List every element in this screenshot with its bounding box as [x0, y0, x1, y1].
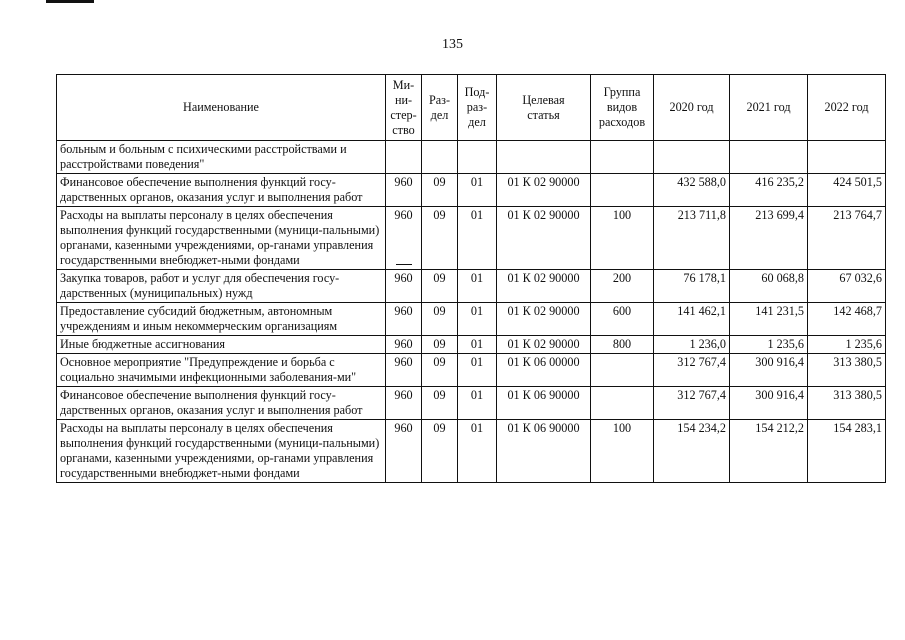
row-ministry-cell — [386, 207, 422, 270]
row-target: 01 К 02 90000 — [497, 336, 591, 354]
row-2020: 312 767,4 — [654, 354, 730, 387]
margin-dash — [396, 264, 412, 265]
row-name: больным и больным с психическими расстройствами и расстройствами поведения" — [57, 141, 386, 174]
row-name: Основное мероприятие "Предупреждение и борьба с социально значимыми инфекционными заболевания-ми" — [57, 354, 386, 387]
row-group — [591, 141, 654, 174]
row-group — [591, 387, 654, 420]
budget-table — [56, 74, 886, 483]
row-subsection: 01 — [458, 420, 497, 483]
row-2022: 213 764,7 — [808, 207, 886, 270]
row-target: 01 К 06 90000 — [497, 420, 591, 483]
row-target: 01 К 02 90000 — [497, 270, 591, 303]
row-2022: 424 501,5 — [808, 174, 886, 207]
row-ministry: 960 — [386, 420, 422, 483]
row-2021: 154 212,2 — [730, 420, 808, 483]
row-group: 200 — [591, 270, 654, 303]
row-ministry — [386, 141, 422, 174]
row-2021: 141 231,5 — [730, 303, 808, 336]
row-section: 09 — [422, 207, 458, 270]
row-subsection: 01 — [458, 387, 497, 420]
row-section — [422, 141, 458, 174]
row-2021: 1 235,6 — [730, 336, 808, 354]
table-row — [57, 270, 886, 303]
row-name: Иные бюджетные ассигнования — [57, 336, 386, 354]
row-2020: 1 236,0 — [654, 336, 730, 354]
row-section: 09 — [422, 174, 458, 207]
row-group — [591, 174, 654, 207]
row-group — [591, 354, 654, 387]
row-2022: 313 380,5 — [808, 354, 886, 387]
row-section: 09 — [422, 336, 458, 354]
row-target: 01 К 06 90000 — [497, 387, 591, 420]
row-subsection: 01 — [458, 354, 497, 387]
header-2021: 2021 год — [730, 75, 808, 141]
row-target: 01 К 02 90000 — [497, 303, 591, 336]
row-2022: 313 380,5 — [808, 387, 886, 420]
row-2022: 154 283,1 — [808, 420, 886, 483]
header-row — [57, 75, 886, 141]
row-subsection — [458, 141, 497, 174]
row-ministry: 960 — [386, 387, 422, 420]
row-section: 09 — [422, 420, 458, 483]
row-2020: 432 588,0 — [654, 174, 730, 207]
row-2021: 60 068,8 — [730, 270, 808, 303]
header-2020: 2020 год — [654, 75, 730, 141]
row-section: 09 — [422, 354, 458, 387]
header-section: Раз- дел — [422, 75, 458, 141]
row-name: Предоставление субсидий бюджетным, автономным учреждениям и иным некоммерческим организациям — [57, 303, 386, 336]
row-group: 600 — [591, 303, 654, 336]
header-target: Целевая статья — [497, 75, 591, 141]
page-number: 135 — [442, 37, 463, 52]
table-row — [57, 420, 886, 483]
header-2022: 2022 год — [808, 75, 886, 141]
row-name: Расходы на выплаты персоналу в целях обеспечения выполнения функций государственными (муници-пальными) органами, казенными учреждениями, ор-ганами управления государственными внебюджет-ными фондами — [57, 420, 386, 483]
table-row — [57, 387, 886, 420]
header-name: Наименование — [57, 75, 386, 141]
row-ministry: 960 — [386, 354, 422, 387]
row-group: 100 — [591, 207, 654, 270]
row-target: 01 К 02 90000 — [497, 207, 591, 270]
row-2021: 213 699,4 — [730, 207, 808, 270]
row-2021: 300 916,4 — [730, 354, 808, 387]
row-section: 09 — [422, 387, 458, 420]
row-ministry: 960 — [386, 336, 422, 354]
table-row — [57, 174, 886, 207]
row-subsection: 01 — [458, 303, 497, 336]
row-section: 09 — [422, 270, 458, 303]
corner-mark — [46, 0, 94, 3]
row-2020: 213 711,8 — [654, 207, 730, 270]
row-2021: 416 235,2 — [730, 174, 808, 207]
row-2022 — [808, 141, 886, 174]
row-section: 09 — [422, 303, 458, 336]
table-row — [57, 141, 886, 174]
row-2020 — [654, 141, 730, 174]
row-2021 — [730, 141, 808, 174]
row-target — [497, 141, 591, 174]
row-2020: 312 767,4 — [654, 387, 730, 420]
header-subsection: Под- раз- дел — [458, 75, 497, 141]
row-target: 01 К 02 90000 — [497, 174, 591, 207]
row-target: 01 К 06 00000 — [497, 354, 591, 387]
row-2020: 141 462,1 — [654, 303, 730, 336]
row-ministry: 960 — [386, 270, 422, 303]
row-group: 800 — [591, 336, 654, 354]
row-ministry: 960 — [386, 174, 422, 207]
row-name: Финансовое обеспечение выполнения функций госу-дарственных органов, оказания услуг и выполнения работ — [57, 387, 386, 420]
row-2020: 154 234,2 — [654, 420, 730, 483]
row-ministry: 960 — [386, 303, 422, 336]
row-subsection: 01 — [458, 207, 497, 270]
row-subsection: 01 — [458, 336, 497, 354]
table-row — [57, 336, 886, 354]
row-subsection: 01 — [458, 270, 497, 303]
header-group: Группа видов расходов — [591, 75, 654, 141]
row-2021: 300 916,4 — [730, 387, 808, 420]
table-row — [57, 303, 886, 336]
row-name: Закупка товаров, работ и услуг для обеспечения госу-дарственных (муниципальных) нужд — [57, 270, 386, 303]
row-2022: 67 032,6 — [808, 270, 886, 303]
table-row — [57, 354, 886, 387]
row-2020: 76 178,1 — [654, 270, 730, 303]
row-2022: 1 235,6 — [808, 336, 886, 354]
header-ministry: Ми- ни- стер- ство — [386, 75, 422, 141]
table-row — [57, 207, 886, 270]
row-ministry: 960 — [394, 208, 413, 222]
row-group: 100 — [591, 420, 654, 483]
row-2022: 142 468,7 — [808, 303, 886, 336]
row-name: Расходы на выплаты персоналу в целях обеспечения выполнения функций государственными (муници-пальными) органами, казенными учреждениями, ор-ганами управления государственными внебюджет-ными фондами — [57, 207, 386, 270]
row-subsection: 01 — [458, 174, 497, 207]
row-name: Финансовое обеспечение выполнения функций госу-дарственных органов, оказания услуг и выполнения работ — [57, 174, 386, 207]
